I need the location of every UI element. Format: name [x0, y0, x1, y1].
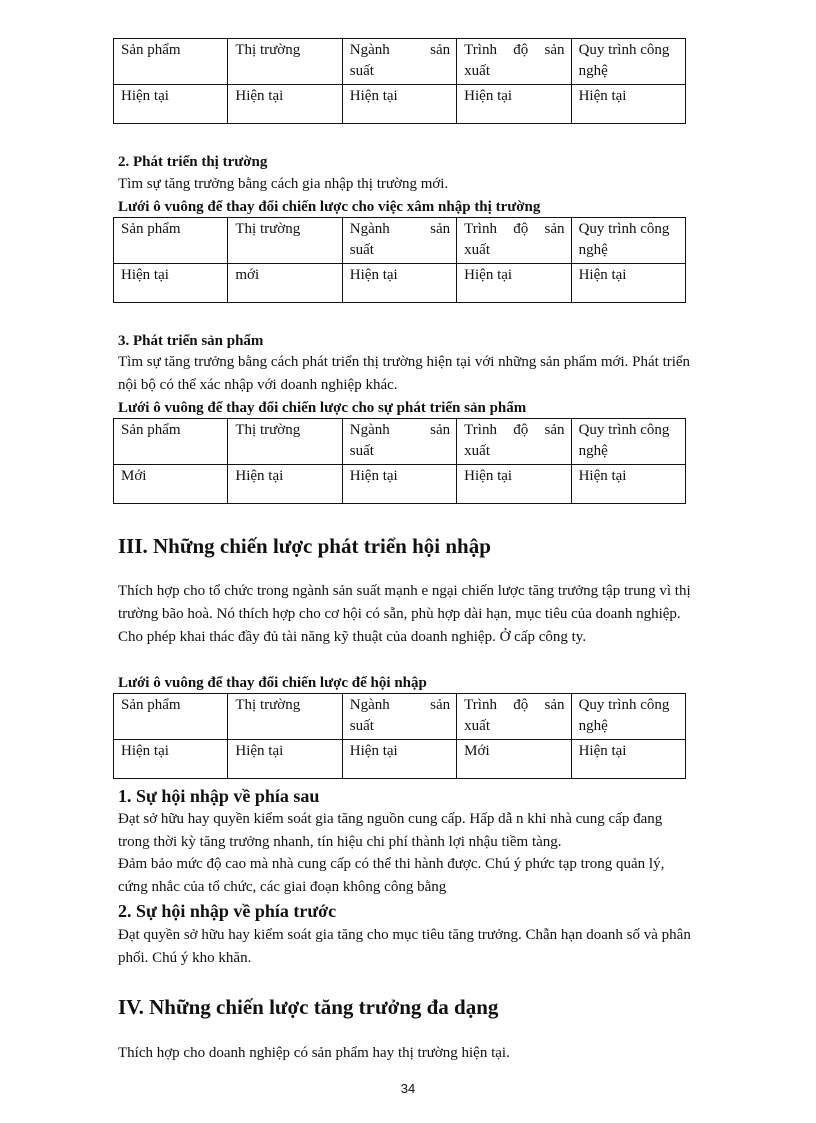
- subsection-heading: 2. Sự hội nhập về phía trước: [118, 901, 337, 921]
- section-heading: 3. Phát triển sản phẩm: [118, 333, 264, 349]
- table-row: [114, 85, 686, 124]
- section-heading: III. Những chiến lược phát triển hội nhập: [118, 534, 491, 558]
- header-level-word: độ: [513, 422, 529, 438]
- paragraph: Đạt sở hữu hay quyền kiểm soát gia tăng nguồn cung cấp. Hấp dẫ n khi nhà cung cấp đang trong thời kỳ tăng trưởng nhanh, tín hiệu chi phí thành lợi nhậu tiềm tàng.: [118, 811, 663, 850]
- header-level-word: xuất: [464, 63, 490, 79]
- table-caption: Lưới ô vuông để thay đổi chiến lược cho sự phát triển sản phẩm: [118, 400, 527, 416]
- strategy-grid-integration: [113, 693, 686, 779]
- table-cell: Hiện tại: [571, 740, 685, 779]
- table-cell: Hiện tại: [342, 465, 456, 504]
- header-industry-word: sản: [430, 221, 451, 237]
- header-process: [571, 694, 685, 740]
- header-level-word: độ: [513, 697, 529, 713]
- table-cell: Mới: [114, 465, 228, 504]
- section-heading: IV. Những chiến lược tăng trưởng đa dạng: [118, 995, 499, 1019]
- table-cell: mới: [228, 264, 342, 303]
- table-row: [114, 465, 686, 504]
- header-level-word: Trình: [464, 42, 497, 58]
- header-process-word: nghệ: [578, 242, 608, 258]
- header-industry-word: suất: [349, 63, 374, 79]
- table-cell: Mới: [457, 740, 571, 779]
- section-heading: 2. Phát triển thị trường: [118, 154, 268, 170]
- header-process-word: Quy trình công: [578, 221, 670, 237]
- header-market: Thị trường: [228, 39, 342, 85]
- header-industry: [342, 39, 456, 85]
- header-level-word: sản: [544, 422, 565, 438]
- header-market: Thị trường: [228, 218, 342, 264]
- header-product: Sản phẩm: [114, 419, 228, 465]
- header-process-word: Quy trình công: [578, 42, 670, 58]
- header-industry-word: Ngành: [349, 42, 390, 58]
- header-level-word: độ: [513, 42, 529, 58]
- table-cell: Hiện tại: [228, 740, 342, 779]
- table-cell: Hiện tại: [457, 85, 571, 124]
- subsection-heading: 1. Sự hội nhập về phía sau: [118, 786, 320, 806]
- header-level: [457, 694, 571, 740]
- header-level-word: Trình: [464, 422, 497, 438]
- header-level-word: Trình: [464, 697, 497, 713]
- table-cell: Hiện tại: [571, 264, 685, 303]
- header-industry-word: Ngành: [349, 697, 390, 713]
- header-industry: [342, 419, 456, 465]
- header-process-word: nghệ: [578, 443, 608, 459]
- table-cell: Hiện tại: [342, 85, 456, 124]
- header-process: [571, 39, 685, 85]
- table-cell: Hiện tại: [571, 85, 685, 124]
- table-row: [114, 264, 686, 303]
- header-product: Sản phẩm: [114, 218, 228, 264]
- header-industry-word: suất: [349, 718, 374, 734]
- header-level-word: xuất: [464, 443, 490, 459]
- table-cell: Hiện tại: [342, 264, 456, 303]
- paragraph: Đảm bảo mức độ cao mà nhà cung cấp có thể thi hành được. Chú ý phức tạp trong quản lý, cứng nhắc của tổ chức, các giai đoạn không công bằng: [118, 856, 665, 895]
- table-cell: Hiện tại: [228, 465, 342, 504]
- table-caption: Lưới ô vuông để thay đổi chiến lược cho việc xâm nhập thị trường: [118, 199, 541, 215]
- header-market: Thị trường: [228, 694, 342, 740]
- header-market: Thị trường: [228, 419, 342, 465]
- table-caption: Lưới ô vuông để thay đổi chiến lược để hội nhập: [118, 675, 427, 691]
- header-industry-word: suất: [349, 242, 374, 258]
- header-industry-word: sản: [430, 42, 451, 58]
- strategy-grid-current: [113, 38, 686, 124]
- table-cell: Hiện tại: [114, 264, 228, 303]
- header-level-word: Trình: [464, 221, 497, 237]
- header-industry-word: Ngành: [349, 221, 390, 237]
- header-process-word: Quy trình công: [578, 697, 670, 713]
- table-header-row: [114, 218, 686, 264]
- strategy-grid-market: [113, 217, 686, 303]
- header-industry-word: sản: [430, 422, 451, 438]
- table-header-row: [114, 39, 686, 85]
- table-cell: Hiện tại: [457, 264, 571, 303]
- table-header-row: [114, 419, 686, 465]
- table-header-row: [114, 694, 686, 740]
- header-product: Sản phẩm: [114, 39, 228, 85]
- table-cell: Hiện tại: [342, 740, 456, 779]
- header-industry: [342, 694, 456, 740]
- header-process: [571, 419, 685, 465]
- header-process-word: Quy trình công: [578, 422, 670, 438]
- header-level-word: sản: [544, 221, 565, 237]
- paragraph: Tìm sự tăng trưởng bằng cách gia nhập thị trường mới.: [118, 176, 449, 192]
- header-industry-word: sản: [430, 697, 451, 713]
- table-cell: Hiện tại: [114, 740, 228, 779]
- header-level: [457, 218, 571, 264]
- strategy-grid-product: [113, 418, 686, 504]
- paragraph: Thích hợp cho tổ chức trong ngành sản suất mạnh e ngại chiến lược tăng trưởng tập trung vì thị trường bão hoà. Nó thích hợp cho cơ hội có sẵn, phù hợp dài hạn, mục tiêu của doanh nghiệp. Cho phép khai thác đầy đủ tài năng kỹ thuật của doanh nghiệp. Ở cấp công ty.: [118, 583, 691, 645]
- header-level-word: sản: [544, 697, 565, 713]
- page-number: 34: [400, 1081, 416, 1096]
- header-process-word: nghệ: [578, 718, 608, 734]
- header-industry-word: Ngành: [349, 422, 390, 438]
- table-cell: Hiện tại: [114, 85, 228, 124]
- header-level-word: độ: [513, 221, 529, 237]
- header-level: [457, 419, 571, 465]
- table-cell: Hiện tại: [228, 85, 342, 124]
- header-industry-word: suất: [349, 443, 374, 459]
- paragraph: Thích hợp cho doanh nghiệp có sản phẩm hay thị trường hiện tại.: [118, 1045, 510, 1061]
- header-level: [457, 39, 571, 85]
- table-cell: Hiện tại: [571, 465, 685, 504]
- header-process-word: nghệ: [578, 63, 608, 79]
- header-industry: [342, 218, 456, 264]
- paragraph: Đạt quyền sở hữu hay kiểm soát gia tăng cho mục tiêu tăng trưởng. Chẫn hạn doanh số và phân phối. Chú ý kho khăn.: [118, 927, 691, 966]
- header-level-word: sản: [544, 42, 565, 58]
- header-level-word: xuất: [464, 718, 490, 734]
- header-process: [571, 218, 685, 264]
- header-product: Sản phẩm: [114, 694, 228, 740]
- table-cell: Hiện tại: [457, 465, 571, 504]
- header-level-word: xuất: [464, 242, 490, 258]
- table-row: [114, 740, 686, 779]
- paragraph: Tìm sự tăng trưởng bằng cách phát triển thị trường hiện tại với những sản phẩm mới. Phát triển nội bộ có thể xác nhập với doanh nghiệp khác.: [118, 354, 691, 393]
